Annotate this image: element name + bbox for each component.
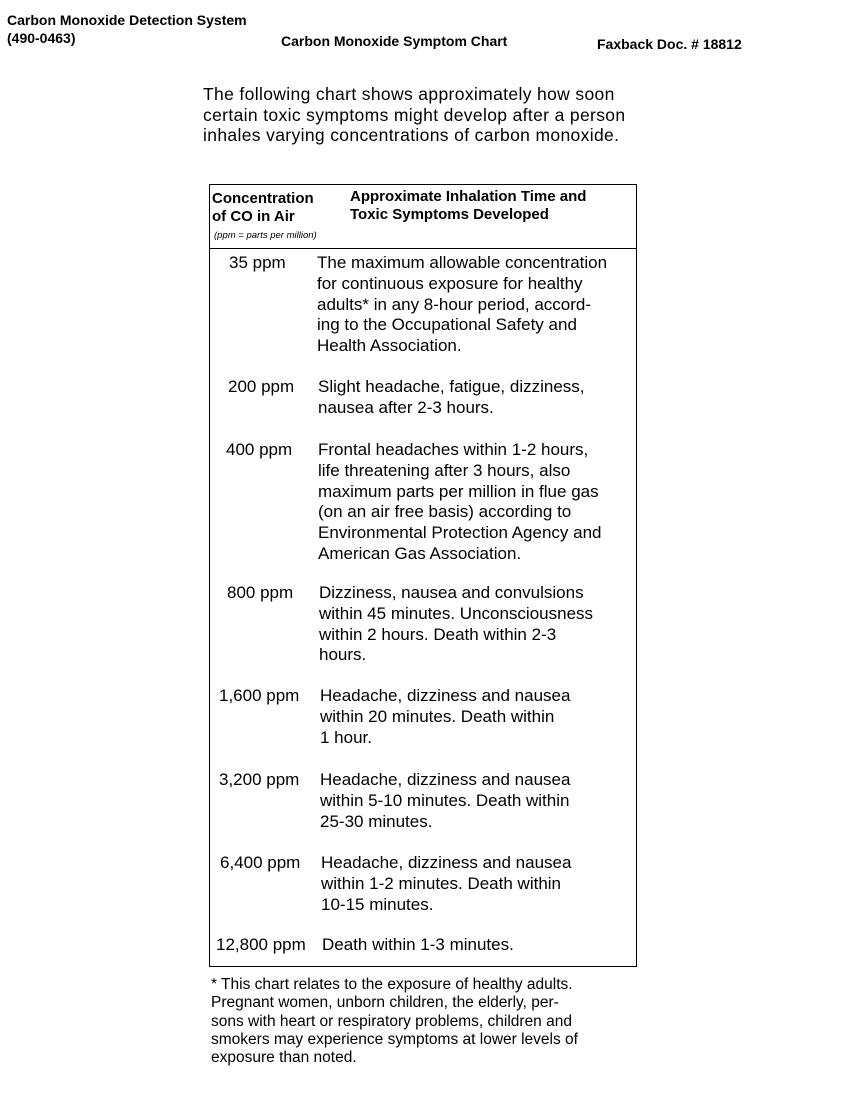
concentration-cell: 6,400 ppm: [220, 853, 301, 872]
concentration-cell: 35 ppm: [229, 253, 286, 272]
concentration-cell: 400 ppm: [226, 440, 293, 459]
symptoms-cell: Frontal headaches within 1-2 hours, life threatening after 3 hours, also maximum parts per million in flue gas (on an air free basis) according to Environmental Protection Agency and American Gas Association.: [318, 440, 602, 563]
system-title: Carbon Monoxide Detection System (490-0463): [7, 12, 247, 46]
doc-number: Faxback Doc. # 18812: [597, 36, 742, 52]
symptom-table: [209, 184, 637, 967]
concentration-cell: 800 ppm: [227, 583, 294, 602]
symptoms-cell: Dizziness, nausea and convulsions within 45 minutes. Unconsciousness within 2 hours. Death within 2-3 hours.: [319, 583, 594, 665]
symptoms-cell: Headache, dizziness and nausea within 5-10 minutes. Death within 25-30 minutes.: [320, 770, 571, 831]
intro-paragraph: The following chart shows approximately how soon certain toxic symptoms might develop after a person inhales varying concentrations of carbon monoxide.: [203, 84, 626, 145]
column-header-symptoms: Approximate Inhalation Time and Toxic Symptoms Developed: [350, 188, 587, 223]
footnote: * This chart relates to the exposure of healthy adults. Pregnant women, unborn children, the elderly, per- sons with heart or respiratory problems, children and smokers may experience symptoms at lower levels of exposure than noted.: [211, 976, 578, 1067]
symptoms-cell: Death within 1-3 minutes.: [322, 935, 514, 954]
symptoms-cell: Headache, dizziness and nausea within 20 minutes. Death within 1 hour.: [320, 686, 571, 747]
symptoms-cell: Slight headache, fatigue, dizziness, nausea after 2-3 hours.: [318, 377, 585, 417]
column-header-note: (ppm = parts per million): [214, 230, 317, 241]
concentration-cell: 1,600 ppm: [219, 686, 300, 705]
symptoms-cell: The maximum allowable concentration for continuous exposure for healthy adults* in any 8-hour period, accord- ing to the Occupational Safety and Health Association.: [317, 253, 608, 356]
table-header: [210, 185, 636, 249]
column-header-concentration: Concentration of CO in Air: [212, 190, 314, 225]
concentration-cell: 200 ppm: [228, 377, 295, 396]
symptoms-cell: Headache, dizziness and nausea within 1-2 minutes. Death within 10-15 minutes.: [321, 853, 572, 914]
concentration-cell: 12,800 ppm: [216, 935, 306, 954]
chart-title: Carbon Monoxide Symptom Chart: [281, 33, 508, 49]
concentration-cell: 3,200 ppm: [219, 770, 300, 789]
